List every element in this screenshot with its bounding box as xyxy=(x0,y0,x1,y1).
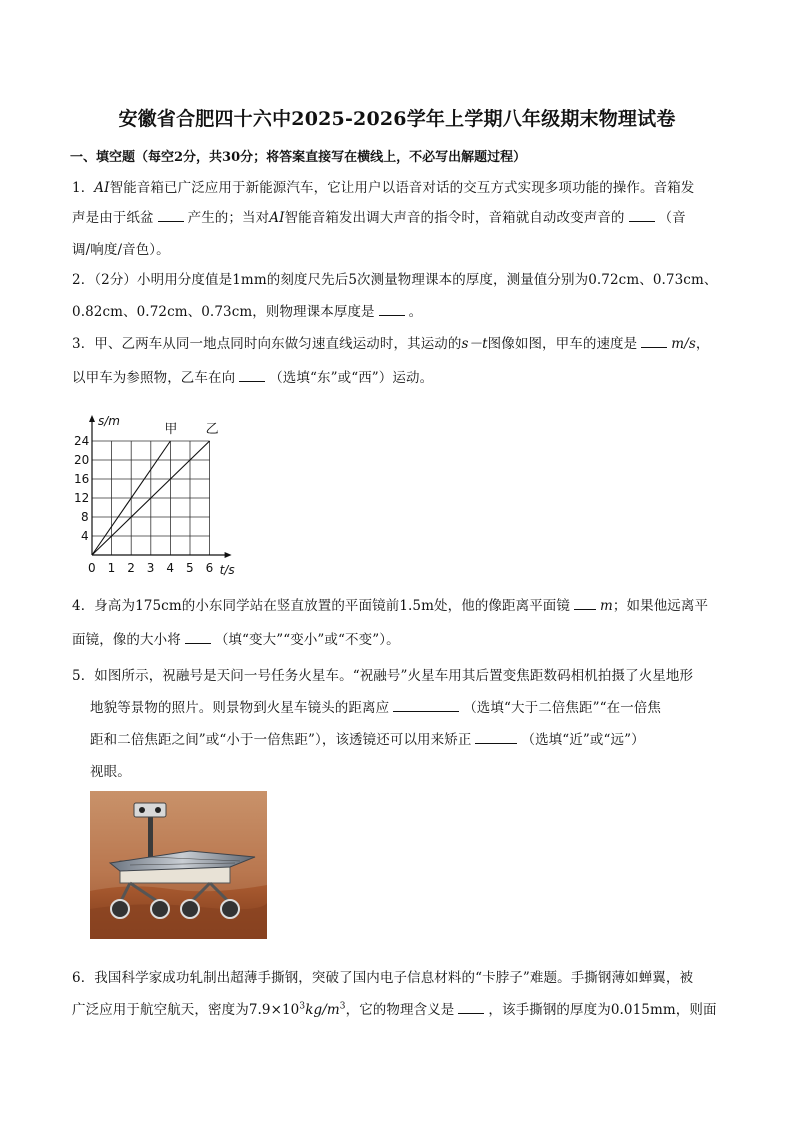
question-5-line-1: 5．如图所示，祝融号是天问一号任务火星车。“祝融号”火星车用其后置变焦距数码相机拍摄了火星地形 xyxy=(72,668,694,684)
question-5-line-2: 地貌等景物的照片。则景物到火星车镜头的距离应 （选填“大于二倍焦距”“在一倍焦 xyxy=(90,700,662,716)
series-label-1: 甲 xyxy=(164,422,178,437)
question-6-line-2: 广泛应用于航空航天，密度为$7.9\times 10^3kg/m^3$，它的物理含义是 ，该手撕钢的厚度为0.015mm，则面 xyxy=(72,1001,717,1018)
y-tick-label: 24 xyxy=(74,434,90,448)
question-1-line-1: 1．AI智能音箱已广泛应用于新能源汽车，它让用户以语音对话的交互方式实现多项功能的操作。音箱发 xyxy=(72,180,695,196)
question-3-line-2: 以甲车为参照物，乙车在向 （选填“东”或“西”）运动。 xyxy=(72,370,434,386)
question-5-line-3: 距和二倍焦距之间”或“小于一倍焦距”），该透镜还可以用来矫正 （选填“近”或“远”） xyxy=(90,732,645,748)
graph-labels xyxy=(74,414,235,577)
y-axis-arrow xyxy=(89,415,95,422)
answer-blank xyxy=(641,335,667,348)
y-tick-label: 20 xyxy=(74,453,90,467)
y-tick-label: 12 xyxy=(74,491,90,505)
answer-blank xyxy=(158,209,184,222)
question-4-line-2: 面镜，像的大小将 （填“变大”“变小”或“不变”）。 xyxy=(72,632,400,648)
answer-blank xyxy=(574,597,596,610)
section-heading-fill-blank: 一、填空题（每空2分，共30分；将答案直接写在横线上，不必写出解题过程） xyxy=(70,150,527,165)
s-t-graph xyxy=(68,405,248,585)
question-5-line-4: 视眼。 xyxy=(90,764,131,780)
question-3-line-1: 3．甲、乙两车从同一地点同时向东做匀速直线运动时，其运动的s－t图像如图，甲车的速度是 m/s， xyxy=(72,336,710,352)
answer-blank xyxy=(629,209,655,222)
x-axis-arrow xyxy=(225,552,232,558)
answer-blank xyxy=(379,303,405,316)
x-tick-label: 0 xyxy=(88,561,96,575)
x-tick-label: 2 xyxy=(127,561,135,575)
question-1-line-2: 声是由于纸盆 产生的；当对AI智能音箱发出调大声音的指令时，音箱就自动改变声音的 （音 xyxy=(72,210,686,226)
answer-blank xyxy=(393,699,459,712)
rover-camera-head xyxy=(134,803,166,817)
y-tick-label: 4 xyxy=(81,529,89,543)
answer-blank xyxy=(458,1001,484,1014)
question-6-line-1: 6．我国科学家成功轧制出超薄手撕钢，突破了国内电子信息材料的“卡脖子”难题。手撕钢薄如蝉翼，被 xyxy=(72,970,694,986)
mars-rover-photo xyxy=(90,791,267,939)
y-axis-label: s/m xyxy=(98,414,120,428)
x-tick-label: 6 xyxy=(205,561,214,575)
x-tick-label: 4 xyxy=(166,561,175,575)
question-2-line-2: 0.82cm、0.72cm、0.73cm，则物理课本厚度是 。 xyxy=(72,304,423,320)
series-label-2: 乙 xyxy=(205,422,219,437)
question-2-line-1: 2．（2分）小明用分度值是1mm的刻度尺先后5次测量物理课本的厚度，测量值分别为0.72cm、0.73cm、 xyxy=(72,272,718,288)
y-tick-label: 16 xyxy=(74,472,90,486)
question-4-line-1: 4．身高为175cm的小东同学站在竖直放置的平面镜前1.5m处，他的像距离平面镜 m；如果他远离平 xyxy=(72,598,709,614)
answer-blank xyxy=(475,731,517,744)
x-tick-label: 5 xyxy=(186,561,194,575)
answer-blank xyxy=(185,631,211,644)
x-tick-label: 3 xyxy=(146,561,155,575)
answer-blank xyxy=(239,369,265,382)
y-tick-label: 8 xyxy=(81,510,89,524)
x-axis-label: t/s xyxy=(219,563,235,577)
exam-title: 安徽省合肥四十六中2025-2026学年上学期八年级期末物理试卷 xyxy=(118,108,676,130)
question-1-line-3: 调/响度/音色）。 xyxy=(72,242,170,258)
x-tick-label: 1 xyxy=(107,561,116,575)
